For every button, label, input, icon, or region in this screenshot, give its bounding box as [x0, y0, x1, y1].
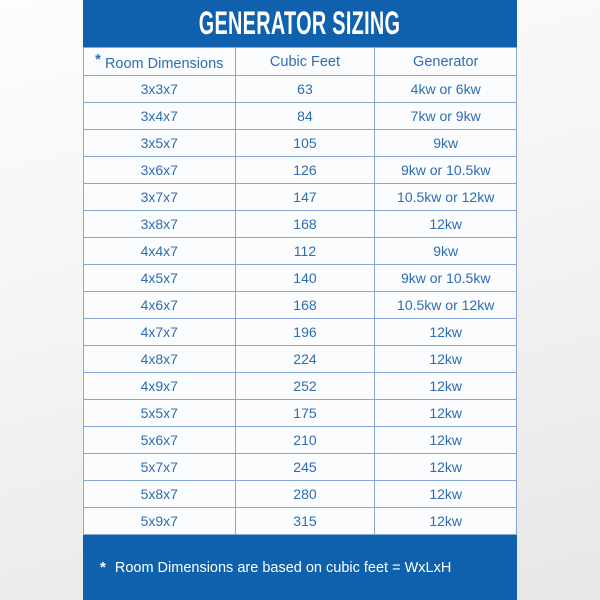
- generator-cell: 12kw: [375, 319, 517, 346]
- generator-cell: 12kw: [375, 454, 517, 481]
- generator-cell: 9kw: [375, 238, 517, 265]
- cubic-feet-cell: 140: [235, 265, 375, 292]
- column-header-room-dimensions: [84, 48, 236, 76]
- cubic-feet-cell: 280: [235, 481, 375, 508]
- column-header-cubic-feet: Cubic Feet: [235, 48, 375, 76]
- cubic-feet-cell: 210: [235, 427, 375, 454]
- generator-sizing-panel: [83, 0, 517, 600]
- header-asterisk: *: [95, 51, 101, 68]
- room-dimensions-cell: 5x5x7: [84, 400, 236, 427]
- cubic-feet-cell: 126: [235, 157, 375, 184]
- table-row: [84, 427, 517, 454]
- sizing-table: [83, 47, 517, 535]
- generator-cell: 12kw: [375, 427, 517, 454]
- room-dimensions-cell: 4x5x7: [84, 265, 236, 292]
- generator-cell: 4kw or 6kw: [375, 76, 517, 103]
- room-dimensions-cell: 3x6x7: [84, 157, 236, 184]
- cubic-feet-cell: 105: [235, 130, 375, 157]
- cubic-feet-cell: 147: [235, 184, 375, 211]
- table-row: [84, 400, 517, 427]
- cubic-feet-cell: 224: [235, 346, 375, 373]
- table-row: [84, 130, 517, 157]
- room-dimensions-cell: 5x7x7: [84, 454, 236, 481]
- table-row: [84, 265, 517, 292]
- table-row: [84, 373, 517, 400]
- room-dimensions-cell: 4x4x7: [84, 238, 236, 265]
- room-dimensions-cell: 4x6x7: [84, 292, 236, 319]
- table-row: [84, 103, 517, 130]
- table-row: [84, 157, 517, 184]
- table-row: [84, 508, 517, 535]
- room-dimensions-cell: 3x8x7: [84, 211, 236, 238]
- room-dimensions-cell: 3x3x7: [84, 76, 236, 103]
- generator-cell: 9kw: [375, 130, 517, 157]
- room-dimensions-cell: 5x6x7: [84, 427, 236, 454]
- cubic-feet-cell: 168: [235, 292, 375, 319]
- table-row: [84, 454, 517, 481]
- column-header-generator: Generator: [375, 48, 517, 76]
- cubic-feet-cell: 175: [235, 400, 375, 427]
- cubic-feet-cell: 252: [235, 373, 375, 400]
- column-header-label: Room Dimensions: [104, 56, 224, 72]
- generator-cell: 12kw: [375, 211, 517, 238]
- generator-cell: 12kw: [375, 481, 517, 508]
- generator-cell: 12kw: [375, 400, 517, 427]
- table-row: [84, 211, 517, 238]
- table-row: [84, 184, 517, 211]
- room-dimensions-cell: 4x9x7: [84, 373, 236, 400]
- title-band: [83, 0, 517, 47]
- header-row: [84, 48, 517, 76]
- generator-cell: 9kw or 10.5kw: [375, 157, 517, 184]
- table-row: [84, 346, 517, 373]
- table-row: [84, 76, 517, 103]
- room-dimensions-cell: 4x7x7: [84, 319, 236, 346]
- generator-cell: 12kw: [375, 373, 517, 400]
- cubic-feet-cell: 245: [235, 454, 375, 481]
- cubic-feet-cell: 196: [235, 319, 375, 346]
- generator-cell: 12kw: [375, 346, 517, 373]
- table-row: [84, 292, 517, 319]
- footnote-asterisk: *: [100, 559, 106, 576]
- room-dimensions-cell: 4x8x7: [84, 346, 236, 373]
- table-body: [84, 76, 517, 535]
- footnote-text: Room Dimensions are based on cubic feet = WxLxH: [114, 559, 452, 576]
- generator-cell: 10.5kw or 12kw: [375, 292, 517, 319]
- generator-cell: 10.5kw or 12kw: [375, 184, 517, 211]
- cubic-feet-cell: 112: [235, 238, 375, 265]
- cubic-feet-cell: 63: [235, 76, 375, 103]
- generator-cell: 9kw or 10.5kw: [375, 265, 517, 292]
- table-row: [84, 319, 517, 346]
- cubic-feet-cell: 84: [235, 103, 375, 130]
- room-dimensions-cell: 3x7x7: [84, 184, 236, 211]
- page-title: GENERATOR SIZING: [199, 5, 401, 41]
- room-dimensions-cell: 5x9x7: [84, 508, 236, 535]
- cubic-feet-cell: 168: [235, 211, 375, 238]
- generator-cell: 12kw: [375, 508, 517, 535]
- footnote: [83, 535, 517, 600]
- generator-cell: 7kw or 9kw: [375, 103, 517, 130]
- table-row: [84, 238, 517, 265]
- sizing-table-wrap: [83, 47, 517, 535]
- room-dimensions-cell: 5x8x7: [84, 481, 236, 508]
- room-dimensions-cell: 3x4x7: [84, 103, 236, 130]
- table-row: [84, 481, 517, 508]
- cubic-feet-cell: 315: [235, 508, 375, 535]
- room-dimensions-cell: 3x5x7: [84, 130, 236, 157]
